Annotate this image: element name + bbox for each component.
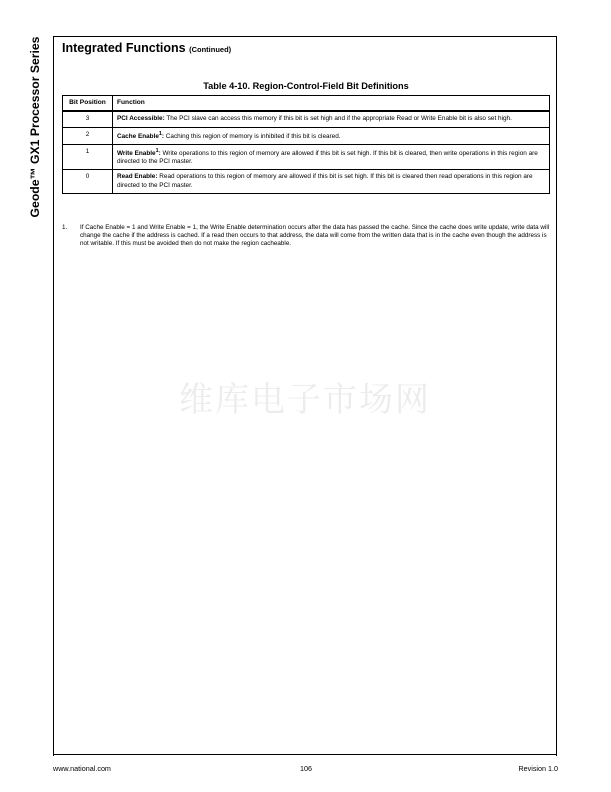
term-label: Read Enable: [117, 173, 158, 181]
section-continued: (Continued) [189, 45, 232, 54]
footnote-number: 1. [62, 224, 68, 231]
bit-position-cell: 3 [63, 111, 113, 127]
function-cell [113, 127, 550, 144]
frame-bottom-rule [53, 754, 557, 755]
table-title: Table 4-10. Region-Control-Field Bit Definitions [203, 81, 409, 91]
section-title [62, 41, 231, 55]
table-header-row [63, 96, 550, 112]
function-cell [113, 170, 550, 193]
footnote-ref: 1 [155, 147, 159, 154]
function-text: Caching this region of memory is inhibited if this bit is cleared. [164, 132, 341, 140]
footnote-ref: 1 [158, 130, 162, 137]
term-label: PCI Accessible: [117, 115, 165, 123]
term-colon: : [161, 132, 165, 140]
bit-position-cell: 1 [63, 144, 113, 170]
term-colon: : [158, 150, 161, 158]
table-footnote [62, 224, 550, 249]
table-row [63, 144, 550, 170]
function-text: Write operations to this region of memory are allowed if this bit is set high. If this bit is cleared, then write operations in this region are directed to the PCI master. [117, 150, 538, 166]
header-function: Function [113, 96, 550, 112]
table-row [63, 111, 550, 127]
bit-position-cell: 2 [63, 127, 113, 144]
term-label: Write Enable [117, 150, 156, 158]
side-title [26, 38, 44, 216]
bit-position-cell: 0 [63, 170, 113, 193]
footer-page-number: 106 [300, 764, 312, 773]
footer-revision: Revision 1.0 [518, 764, 558, 773]
section-title-text: Integrated Functions [62, 41, 186, 55]
watermark: 维库电子市场网 [179, 380, 431, 420]
table-row [63, 127, 550, 144]
header-bit-position: Bit Position [63, 96, 113, 112]
function-cell [113, 144, 550, 170]
function-cell [113, 111, 550, 127]
term-label: Cache Enable [117, 132, 159, 140]
function-text: Read operations to this region of memory are allowed if this bit is set high. If this bit is cleared then read operations in this region are directed to the PCI master. [117, 173, 533, 189]
bit-definitions-table [62, 95, 550, 194]
footer-website: www.national.com [53, 764, 111, 773]
function-text: The PCI slave can access this memory if this bit is set high and if the appropriate Read or Write Enable bit is also set high. [164, 115, 512, 123]
footnote-text: If Cache Enable = 1 and Write Enable = 1, the Write Enable determination occurs after the data has passed the cache. Since the cache does write update, write data will change the cache if the address is cached. If a read then occurs to that address, the data will come from the written data that is in the cache even though the address is not writable. If this must be avoided then do not make the region cacheable. [80, 224, 550, 248]
side-title-text: Geode™ GX1 Processor Series [28, 36, 42, 218]
table-row [63, 170, 550, 193]
